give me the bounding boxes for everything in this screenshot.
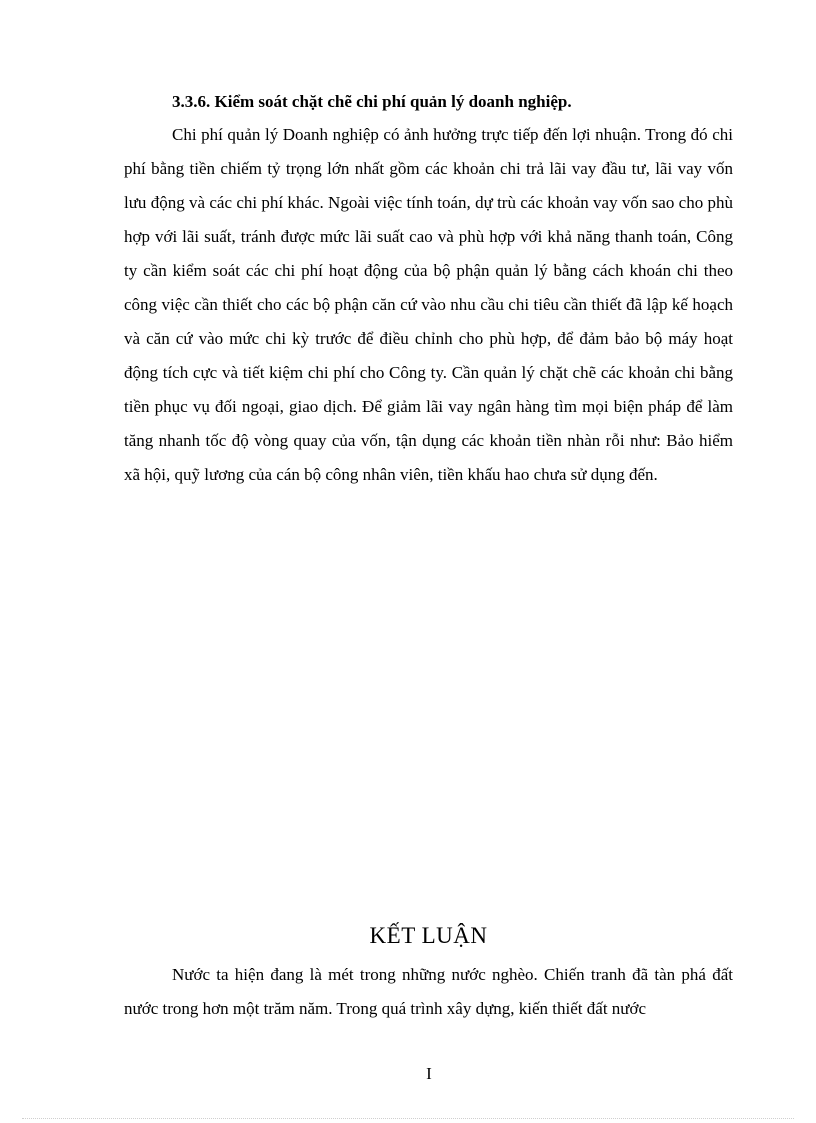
page-number: I [426,1064,432,1083]
section-heading: 3.3.6. Kiểm soát chặt chẽ chi phí quản lý doanh nghiệp. [172,92,572,111]
conclusion-title: KẾT LUẬN [369,923,488,948]
section-paragraph: Chi phí quản lý Doanh nghiệp có ảnh hưởng trực tiếp đến lợi nhuận. Trong đó chi phí bằng tiền chiếm tỷ trọng lớn nhất gồm các khoản chi trả lãi vay đầu tư, lãi vay vốn lưu động và các chi phí khác. Ngoài việc tính toán, dự trù các khoản vay vốn sao cho phù hợp với lãi suất, tránh được mức lãi suất cao và phù hợp với khả năng thanh toán, Công ty cần kiểm soát các chi phí hoạt động của bộ phận quản lý bằng cách khoán chi theo công việc cần thiết cho các bộ phận căn cứ vào nhu cầu chi tiêu cần thiết đã lập kế hoạch và căn cứ vào mức chi kỳ trước để điều chỉnh cho phù hợp, để đảm bảo bộ máy hoạt động tích cực và tiết kiệm chi phí cho Công ty. Cần quản lý chặt chẽ các khoản chi bằng tiền phục vụ đối ngoại, giao dịch. Để giảm lãi vay ngân hàng tìm mọi biện pháp để làm tăng nhanh tốc độ vòng quay của vốn, tận dụng các khoản tiền nhàn rỗi như: Bảo hiểm xã hội, quỹ lương của cán bộ công nhân viên, tiền khấu hao chưa sử dụng đến. [124,125,733,484]
conclusion-paragraph: Nước ta hiện đang là mét trong những nước nghèo. Chiến tranh đã tàn phá đất nước trong hơn một trăm năm. Trong quá trình xây dựng, kiến thiết đất nước [124,965,733,1018]
page-bottom-divider [22,1118,794,1119]
